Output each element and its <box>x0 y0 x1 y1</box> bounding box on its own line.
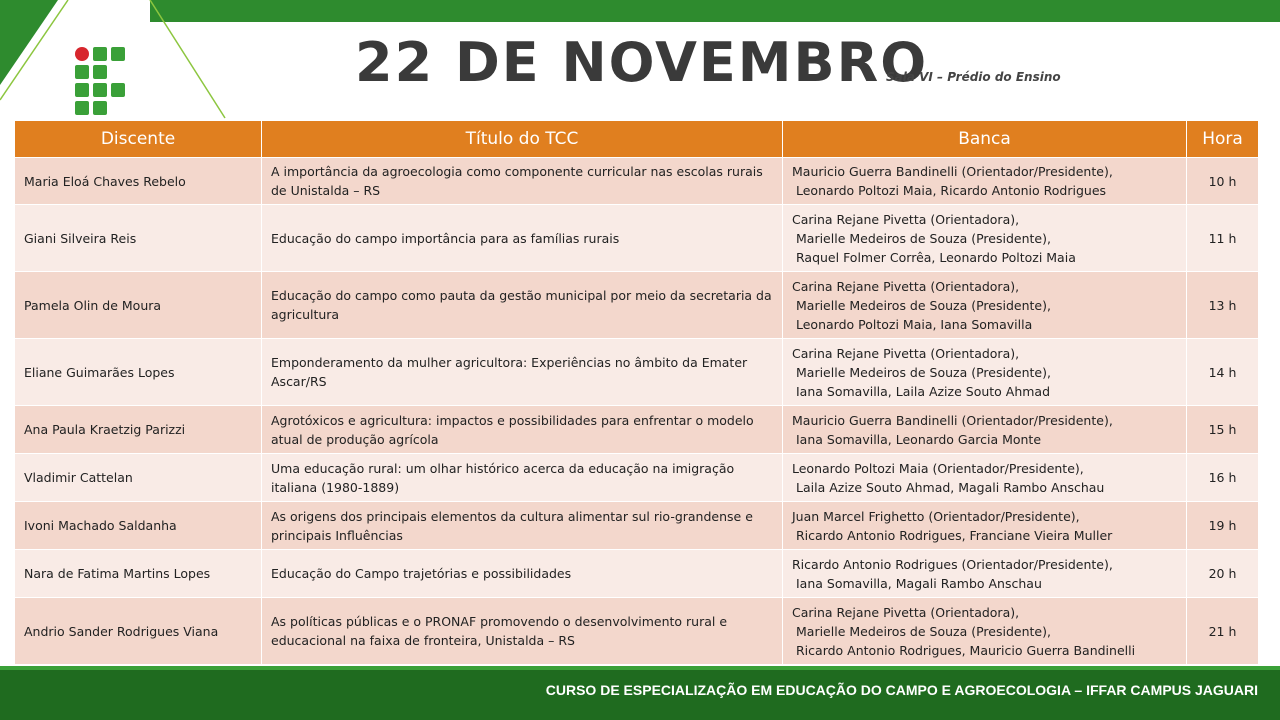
banca-member: Marielle Medeiros de Souza (Presidente), <box>796 230 1051 246</box>
banca-member: Juan Marcel Frighetto (Orientador/Presidente), <box>792 508 1080 524</box>
table-row <box>15 272 1259 339</box>
iffar-logo <box>75 47 125 115</box>
cell-hora: 13 h <box>1187 272 1259 339</box>
cell-titulo: Uma educação rural: um olhar histórico acerca da educação na imigração italiana (1980-1889) <box>262 454 783 502</box>
cell-titulo: As origens dos principais elementos da cultura alimentar sul rio-grandense e principais Influências <box>262 502 783 550</box>
footer-stripe <box>0 666 1280 670</box>
banca-member: Iana Somavilla, Laila Azize Souto Ahmad <box>796 383 1051 399</box>
cell-discente: Ana Paula Kraetzig Parizzi <box>15 406 262 454</box>
cell-discente: Maria Eloá Chaves Rebelo <box>15 158 262 205</box>
cell-discente: Ivoni Machado Saldanha <box>15 502 262 550</box>
cell-hora: 15 h <box>1187 406 1259 454</box>
banca-member: Iana Somavilla, Leonardo Garcia Monte <box>796 431 1042 447</box>
table-row <box>15 550 1259 598</box>
cell-discente: Pamela Olin de Moura <box>15 272 262 339</box>
cell-discente: Andrio Sander Rodrigues Viana <box>15 598 262 665</box>
cell-titulo: Emponderamento da mulher agricultora: Experiências no âmbito da Emater Ascar/RS <box>262 339 783 406</box>
banca-member: Leonardo Poltozi Maia, Ricardo Antonio Rodrigues <box>796 183 1107 198</box>
top-green-bar <box>150 0 1280 22</box>
banca-member: Carina Rejane Pivetta (Orientadora), <box>792 211 1020 227</box>
banca-member: Ricardo Antonio Rodrigues (Orientador/Presidente), <box>792 556 1113 572</box>
footer-course-name: CURSO DE ESPECIALIZAÇÃO EM EDUCAÇÃO DO CAMPO E AGROECOLOGIA – IFFAR CAMPUS JAGUARI <box>545 682 1258 698</box>
room-subtitle: Sala VI – Prédio do Ensino <box>886 70 1061 84</box>
cell-banca <box>783 502 1187 550</box>
cell-discente: Nara de Fatima Martins Lopes <box>15 550 262 598</box>
cell-hora: 10 h <box>1187 158 1259 205</box>
table-row <box>15 406 1259 454</box>
cell-titulo: Educação do campo como pauta da gestão municipal por meio da secretaria da agricultura <box>262 272 783 339</box>
cell-hora: 11 h <box>1187 205 1259 272</box>
column-header-discente: Discente <box>15 121 262 158</box>
banca-member: Ricardo Antonio Rodrigues, Franciane Vieira Muller <box>796 527 1113 543</box>
page-title: 22 DE NOVEMBRO <box>355 31 929 94</box>
banca-member: Leonardo Poltozi Maia, Iana Somavilla <box>796 316 1033 332</box>
table-header-row <box>15 121 1259 158</box>
cell-banca <box>783 158 1187 205</box>
cell-banca <box>783 598 1187 665</box>
cell-hora: 20 h <box>1187 550 1259 598</box>
footer-bar <box>0 666 1280 720</box>
cell-hora: 21 h <box>1187 598 1259 665</box>
table-row <box>15 502 1259 550</box>
column-header-titulo: Título do TCC <box>262 121 783 158</box>
cell-banca <box>783 454 1187 502</box>
banca-member: Raquel Folmer Corrêa, Leonardo Poltozi Maia <box>796 249 1076 265</box>
cell-banca <box>783 272 1187 339</box>
table-row <box>15 454 1259 502</box>
cell-discente: Eliane Guimarães Lopes <box>15 339 262 406</box>
banca-member: Mauricio Guerra Bandinelli (Orientador/Presidente), <box>792 412 1113 428</box>
banca-member: Carina Rejane Pivetta (Orientadora), <box>792 345 1020 361</box>
banca-member: Laila Azize Souto Ahmad, Magali Rambo Anschau <box>796 479 1105 495</box>
cell-discente: Giani Silveira Reis <box>15 205 262 272</box>
table-row <box>15 205 1259 272</box>
table-row <box>15 598 1259 665</box>
banca-member: Iana Somavilla, Magali Rambo Anschau <box>796 575 1042 591</box>
column-header-hora: Hora <box>1187 121 1259 158</box>
banca-member: Mauricio Guerra Bandinelli (Orientador/Presidente), <box>792 164 1113 179</box>
banca-member: Leonardo Poltozi Maia (Orientador/Presidente), <box>792 460 1084 476</box>
cell-discente: Vladimir Cattelan <box>15 454 262 502</box>
banca-member: Marielle Medeiros de Souza (Presidente), <box>796 297 1051 313</box>
cell-titulo: As políticas públicas e o PRONAF promovendo o desenvolvimento rural e educacional na faixa de fronteira, Unistalda – RS <box>262 598 783 665</box>
cell-banca <box>783 205 1187 272</box>
column-header-banca: Banca <box>783 121 1187 158</box>
tcc-schedule-table <box>14 120 1259 665</box>
cell-hora: 16 h <box>1187 454 1259 502</box>
table-row <box>15 339 1259 406</box>
banca-member: Ricardo Antonio Rodrigues, Mauricio Guerra Bandinelli <box>796 642 1136 658</box>
banca-member: Carina Rejane Pivetta (Orientadora), <box>792 278 1020 294</box>
cell-titulo: Educação do campo importância para as famílias rurais <box>262 205 783 272</box>
cell-banca <box>783 406 1187 454</box>
cell-banca <box>783 339 1187 406</box>
cell-hora: 14 h <box>1187 339 1259 406</box>
logo-red-dot <box>75 47 89 61</box>
cell-hora: 19 h <box>1187 502 1259 550</box>
cell-titulo: Educação do Campo trajetórias e possibilidades <box>262 550 783 598</box>
banca-member: Marielle Medeiros de Souza (Presidente), <box>796 623 1051 639</box>
cell-titulo: Agrotóxicos e agricultura: impactos e possibilidades para enfrentar o modelo atual de produção agrícola <box>262 406 783 454</box>
table-row <box>15 158 1259 205</box>
cell-titulo: A importância da agroecologia como componente curricular nas escolas rurais de Unistalda – RS <box>262 158 783 205</box>
banca-member: Marielle Medeiros de Souza (Presidente), <box>796 364 1051 380</box>
cell-banca <box>783 550 1187 598</box>
banca-member: Carina Rejane Pivetta (Orientadora), <box>792 604 1020 620</box>
